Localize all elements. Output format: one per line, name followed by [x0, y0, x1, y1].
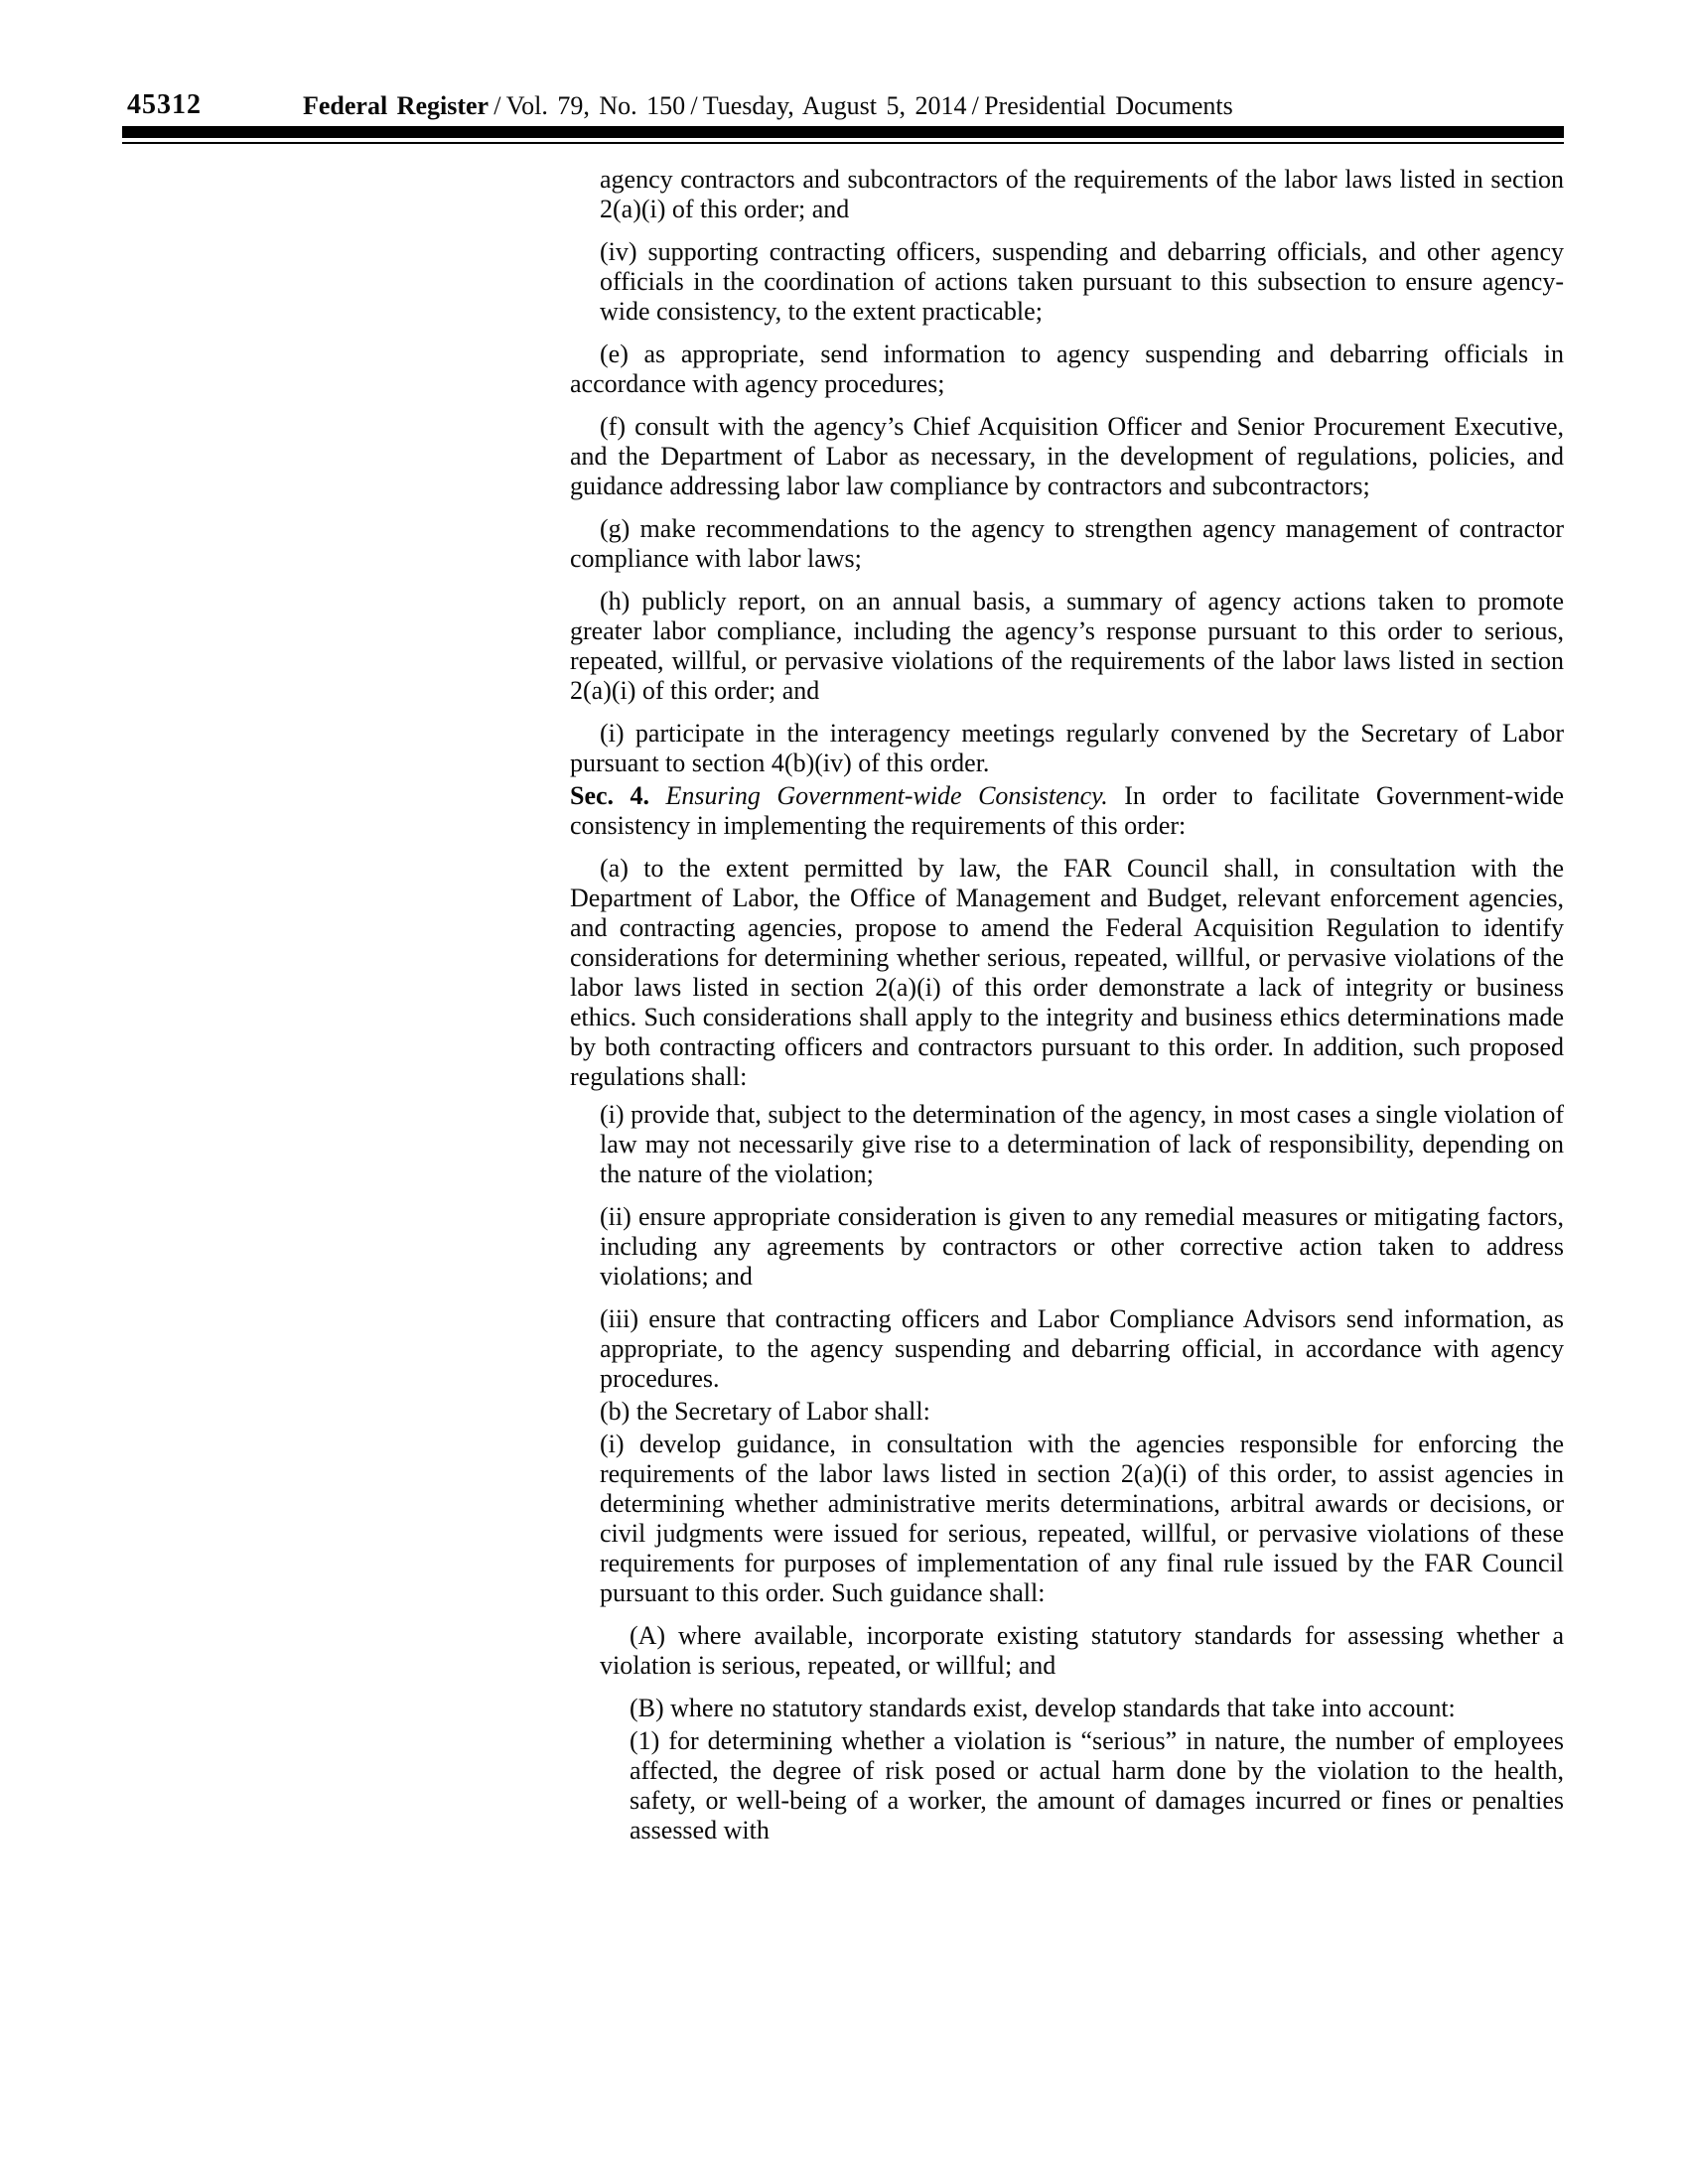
paragraph-iv: (iv) supporting contracting officers, suspending and debarring officials, and other agency officials in the coordination of actions taken pursuant to this subsection to ensure agency-wide consistency, to the extent practicable;	[600, 237, 1564, 326]
sec4-number: Sec. 4.	[570, 781, 666, 810]
paragraph-i: (i) participate in the interagency meetings regularly convened by the Secretary of Labor pursuant to section 4(b)(iv) of this order.	[570, 719, 1564, 777]
paragraph-a-i: (i) provide that, subject to the determination of the agency, in most cases a single violation of law may not necessarily give rise to a determination of lack of responsibility, depending on the nature of the violation;	[600, 1100, 1564, 1188]
paragraph-a: (a) to the extent permitted by law, the FAR Council shall, in consultation with the Department of Labor, the Office of Management and Budget, relevant enforcement agencies, and contracting agencies, propose to amend the Federal Acquisition Regulation to identify considerations for determining whether serious, repeated, willful, or pervasive violations of the labor laws listed in section 2(a)(i) of this order demonstrate a lack of integrity or business ethics. Such considerations shall apply to the integrity and business ethics determinations made by both contracting officers and contractors pursuant to this order. In addition, such proposed regulations shall:	[570, 854, 1564, 1091]
document-body	[570, 165, 1564, 1845]
issue-info: / Vol. 79, No. 150 / Tuesday, August 5, 2014 / Presidential Documents	[489, 91, 1233, 120]
paragraph-b-i-B: (B) where no statutory standards exist, develop standards that take into account:	[630, 1694, 1456, 1722]
paragraph-f: (f) consult with the agency’s Chief Acquisition Officer and Senior Procurement Executive, and the Department of Labor as necessary, in the development of regulations, policies, and guidance addressing labor law compliance by contractors and subcontractors;	[570, 412, 1564, 500]
paragraph-sec4	[570, 781, 1564, 841]
sec4-heading: Ensuring Government-wide Consistency.	[665, 781, 1125, 810]
paragraph-b-i-A: (A) where available, incorporate existing statutory standards for assessing whether a violation is serious, repeated, or willful; and	[600, 1621, 1564, 1680]
header-rule-thin	[122, 142, 1564, 144]
paragraph-a-ii: (ii) ensure appropriate consideration is given to any remedial measures or mitigating factors, including any agreements by contractors or other corrective action taken to address violations; and	[600, 1202, 1564, 1291]
paragraph-continuation: agency contractors and subcontractors of the requirements of the labor laws listed in section 2(a)(i) of this order; and	[600, 165, 1564, 223]
header-rule-thick	[122, 126, 1564, 138]
paragraph-b-i: (i) develop guidance, in consultation with the agencies responsible for enforcing the requirements of the labor laws listed in section 2(a)(i) of this order, to assist agencies in determining whether administrative merits determinations, arbitral awards or decisions, or civil judgments were issued for serious, repeated, willful, or pervasive violations of these requirements for purposes of implementation of any final rule issued by the FAR Council pursuant to this order. Such guidance shall:	[600, 1430, 1564, 1607]
page-number: 45312	[127, 89, 202, 120]
running-header	[303, 91, 1233, 121]
publication-name: Federal Register	[303, 91, 490, 120]
paragraph-a-iii: (iii) ensure that contracting officers and Labor Compliance Advisors send information, as appropriate, to the agency suspending and debarring official, in accordance with agency procedures.	[600, 1304, 1564, 1393]
paragraph-b: (b) the Secretary of Labor shall:	[600, 1397, 930, 1426]
paragraph-h: (h) publicly report, on an annual basis, a summary of agency actions taken to promote greater labor compliance, including the agency’s response pursuant to this order to serious, repeated, willful, or pervasive violations of the requirements of the labor laws listed in section 2(a)(i) of this order; and	[570, 587, 1564, 705]
sec4-text: In order to facilitate Government-wide consistency in implementing the requirements of this order:	[570, 781, 1564, 840]
paragraph-e: (e) as appropriate, send information to agency suspending and debarring officials in accordance with agency procedures;	[570, 340, 1564, 398]
paragraph-g: (g) make recommendations to the agency to strengthen agency management of contractor compliance with labor laws;	[570, 514, 1564, 573]
paragraph-b-i-1: (1) for determining whether a violation is “serious” in nature, the number of employees affected, the degree of risk posed or actual harm done by the violation to the health, safety, or well-being of a worker, the amount of damages incurred or fines or penalties assessed with	[630, 1726, 1564, 1844]
